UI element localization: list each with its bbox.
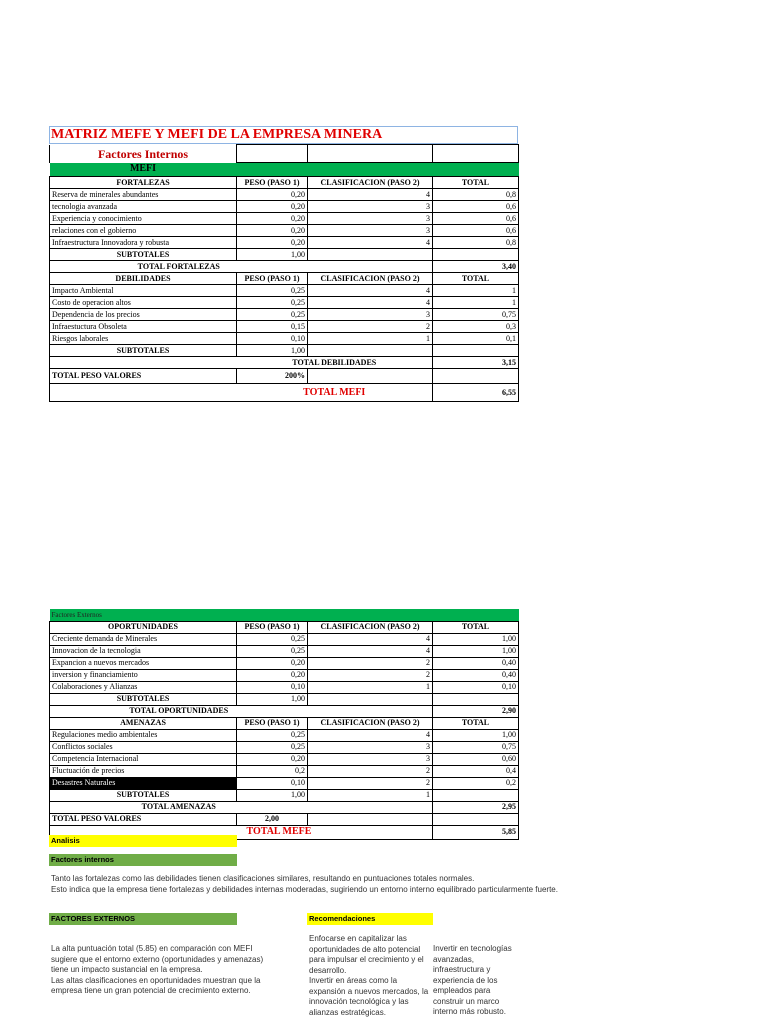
clasificacion-value: 3 (308, 213, 433, 225)
total-value: 1,00 (433, 729, 519, 741)
factor-name: Competencia Internacional (50, 753, 237, 765)
peso-value: 0,25 (237, 309, 308, 321)
total-peso-label: TOTAL PESO VALORES (50, 813, 237, 825)
peso-value: 0,25 (237, 285, 308, 297)
clasificacion-value: 3 (308, 753, 433, 765)
clasificacion-value: 4 (308, 189, 433, 201)
total-value: 0,75 (433, 741, 519, 753)
clasificacion-value: 4 (308, 285, 433, 297)
total-peso-label: TOTAL PESO VALORES (50, 369, 237, 384)
amenaza-row (50, 729, 519, 741)
internos-text-2: Esto indica que la empresa tiene fortalezas y debilidades internas moderadas, sugiriendo un entorno interno equilibrado particularmente fuerte. (51, 885, 558, 894)
clasificacion-value: 2 (308, 669, 433, 681)
total-mefe-value: 5,85 (433, 825, 519, 839)
factores-externos-label: FACTORES EXTERNOS (49, 913, 237, 925)
peso-value: 0,20 (237, 189, 308, 201)
clasificacion-value: 2 (308, 765, 433, 777)
peso-header: PESO (PASO 1) (237, 177, 308, 189)
amenaza-row (50, 765, 519, 777)
total-oportunidades-label: TOTAL OPORTUNIDADES (50, 705, 308, 717)
fortaleza-row (50, 201, 519, 213)
total-header: TOTAL (433, 177, 519, 189)
clasificacion-value: 3 (308, 741, 433, 753)
subtotales-label: SUBTOTALES (50, 249, 237, 261)
clasificacion-value: 2 (308, 321, 433, 333)
factor-name: Reserva de minerales abundantes (50, 189, 237, 201)
total-header: TOTAL (433, 717, 519, 729)
factor-name: Conflictos sociales (50, 741, 237, 753)
total-amenazas-value: 2,95 (433, 801, 519, 813)
clasificacion-value: 3 (308, 225, 433, 237)
peso-value: 0,25 (237, 297, 308, 309)
total-value: 0,6 (433, 201, 519, 213)
internos-text-1: Tanto las fortalezas como las debilidades tienen clasificaciones similares, resultando en puntuaciones totales normales. (51, 874, 475, 883)
op-subtotal: 1,00 (237, 693, 308, 705)
total-mefi-value: 6,55 (433, 384, 519, 402)
total-value: 1,00 (433, 633, 519, 645)
am-subtotal-clasif: 1 (308, 789, 433, 801)
peso-header: PESO (PASO 1) (237, 717, 308, 729)
clasificacion-value: 4 (308, 237, 433, 249)
clasificacion-value: 2 (308, 657, 433, 669)
clasificacion-value: 4 (308, 297, 433, 309)
debilidad-row (50, 309, 519, 321)
peso-value: 0,15 (237, 321, 308, 333)
total-value: 1 (433, 285, 519, 297)
section-label-internos: Factores Internos (50, 145, 237, 163)
clasificacion-value: 4 (308, 729, 433, 741)
clasif-header: CLASIFICACION (PASO 2) (308, 717, 433, 729)
total-value: 0,40 (433, 669, 519, 681)
peso-value: 0,20 (237, 213, 308, 225)
fortaleza-row (50, 225, 519, 237)
factor-name: Fluctuación de precios (50, 765, 237, 777)
factor-name: tecnologia avanzada (50, 201, 237, 213)
externos-text: La alta puntuación total (5.85) en comparación con MEFI sugiere que el entorno externo (oportunidades y amenazas) tiene un impacto sustancial en la empresa. Las altas clasificaciones en oportunidades muestran que la empresa tiene un gran potencial de crecimiento externo. (51, 944, 264, 995)
factor-name: relaciones con el gobierno (50, 225, 237, 237)
clasificacion-value: 3 (308, 201, 433, 213)
total-peso-value: 2,00 (237, 813, 308, 825)
clasificacion-value: 1 (308, 681, 433, 693)
fortaleza-row (50, 237, 519, 249)
total-mefe-label: TOTAL MEFE (237, 825, 433, 839)
amenaza-row (50, 741, 519, 753)
oportunidad-row (50, 669, 519, 681)
debilidad-row (50, 321, 519, 333)
factor-name: Desastres Naturales (50, 777, 237, 789)
clasif-header: CLASIFICACION (PASO 2) (308, 273, 433, 285)
oportunidades-header: OPORTUNIDADES (50, 621, 237, 633)
amenaza-row (50, 753, 519, 765)
mefe-band-label: Factores Externos (50, 609, 237, 621)
fortalezas-header: FORTALEZAS (50, 177, 237, 189)
total-debilidades-label: TOTAL DEBILIDADES (237, 357, 433, 369)
factor-name: Infraestructura Innovadora y robusta (50, 237, 237, 249)
total-value: 0,2 (433, 777, 519, 789)
total-value: 0,8 (433, 189, 519, 201)
total-header: TOTAL (433, 621, 519, 633)
oportunidad-row (50, 633, 519, 645)
debilidad-row (50, 285, 519, 297)
peso-header: PESO (PASO 1) (237, 621, 308, 633)
factor-name: Dependencia de los precios (50, 309, 237, 321)
peso-value: 0,25 (237, 741, 308, 753)
am-subtotal: 1,00 (237, 789, 308, 801)
oportunidad-row (50, 657, 519, 669)
total-fortalezas-label: TOTAL FORTALEZAS (50, 261, 308, 273)
factores-internos-label: Factores internos (49, 854, 237, 866)
peso-value: 0,20 (237, 225, 308, 237)
clasif-header: CLASIFICACION (PASO 2) (308, 621, 433, 633)
factor-name: Experiencia y conocimiento (50, 213, 237, 225)
recomendaciones-label: Recomendaciones (307, 913, 433, 925)
total-value: 0,6 (433, 213, 519, 225)
factor-name: Impacto Ambiental (50, 285, 237, 297)
total-value: 0,75 (433, 309, 519, 321)
total-value: 1,00 (433, 645, 519, 657)
fortaleza-row (50, 189, 519, 201)
debilidad-row (50, 297, 519, 309)
total-mefi-label: TOTAL MEFI (237, 384, 433, 402)
peso-value: 0,10 (237, 777, 308, 789)
oportunidad-row (50, 681, 519, 693)
recomendaciones-text-1: Enfocarse en capitalizar las oportunidades de alto potencial para impulsar el crecimiento y el desarrollo. Invertir en áreas como la expansión a nuevos mercados, la innovación tecnológica y las alianzas estratégicas. (309, 934, 429, 1017)
page-title: MATRIZ MEFE Y MEFI DE LA EMPRESA MINERA (51, 127, 383, 142)
total-value: 0,40 (433, 657, 519, 669)
total-peso-value: 200% (237, 369, 308, 384)
peso-value: 0,20 (237, 237, 308, 249)
amenaza-row (50, 777, 519, 789)
factor-name: inversion y financiamiento (50, 669, 237, 681)
clasificacion-value: 2 (308, 777, 433, 789)
peso-value: 0,25 (237, 645, 308, 657)
peso-value: 0,10 (237, 681, 308, 693)
amenazas-header: AMENAZAS (50, 717, 237, 729)
subtotales-label: SUBTOTALES (50, 789, 237, 801)
clasificacion-value: 1 (308, 333, 433, 345)
recomendaciones-text-2: Invertir en tecnologías avanzadas, infraestructura y experiencia de los empleados para construir un marco interno más robusto. (433, 944, 512, 1016)
peso-value: 0,25 (237, 633, 308, 645)
total-value: 0,60 (433, 753, 519, 765)
factor-name: Creciente demanda de Minerales (50, 633, 237, 645)
peso-value: 0,20 (237, 753, 308, 765)
clasificacion-value: 4 (308, 645, 433, 657)
total-value: 0,4 (433, 765, 519, 777)
total-debilidades-value: 3,15 (433, 357, 519, 369)
analisis-label: Analisis (49, 835, 237, 847)
total-value: 0,8 (433, 237, 519, 249)
peso-value: 0,2 (237, 765, 308, 777)
total-value: 1 (433, 297, 519, 309)
total-value: 0,6 (433, 225, 519, 237)
total-header: TOTAL (433, 273, 519, 285)
total-value: 0,10 (433, 681, 519, 693)
factor-name: Regulaciones medio ambientales (50, 729, 237, 741)
peso-header: PESO (PASO 1) (237, 273, 308, 285)
factor-name: Colaboraciones y Alianzas (50, 681, 237, 693)
clasificacion-value: 4 (308, 633, 433, 645)
total-value: 0,1 (433, 333, 519, 345)
fort-subtotal: 1,00 (237, 249, 308, 261)
peso-value: 0,20 (237, 657, 308, 669)
mefe-table (49, 609, 519, 840)
total-oportunidades-value: 2,90 (433, 705, 519, 717)
peso-value: 0,20 (237, 669, 308, 681)
total-amenazas-label: TOTAL AMENAZAS (50, 801, 308, 813)
total-value: 0,3 (433, 321, 519, 333)
factor-name: Expancion a nuevos mercados (50, 657, 237, 669)
deb-subtotal: 1,00 (237, 345, 308, 357)
debilidades-header: DEBILIDADES (50, 273, 237, 285)
oportunidad-row (50, 645, 519, 657)
clasif-header: CLASIFICACION (PASO 2) (308, 177, 433, 189)
peso-value: 0,20 (237, 201, 308, 213)
total-fortalezas-value: 3,40 (433, 261, 519, 273)
factor-name: Infraestuctura Obsoleta (50, 321, 237, 333)
factor-name: Riesgos laborales (50, 333, 237, 345)
subtotales-label: SUBTOTALES (50, 693, 237, 705)
fortaleza-row (50, 213, 519, 225)
clasificacion-value: 3 (308, 309, 433, 321)
mefi-table (49, 144, 519, 402)
peso-value: 0,25 (237, 729, 308, 741)
subtotales-label: SUBTOTALES (50, 345, 237, 357)
peso-value: 0,10 (237, 333, 308, 345)
mefi-band-label: MEFI (50, 163, 237, 177)
factor-name: Innovacion de la tecnologia (50, 645, 237, 657)
factor-name: Costo de operacion altos (50, 297, 237, 309)
debilidad-row (50, 333, 519, 345)
